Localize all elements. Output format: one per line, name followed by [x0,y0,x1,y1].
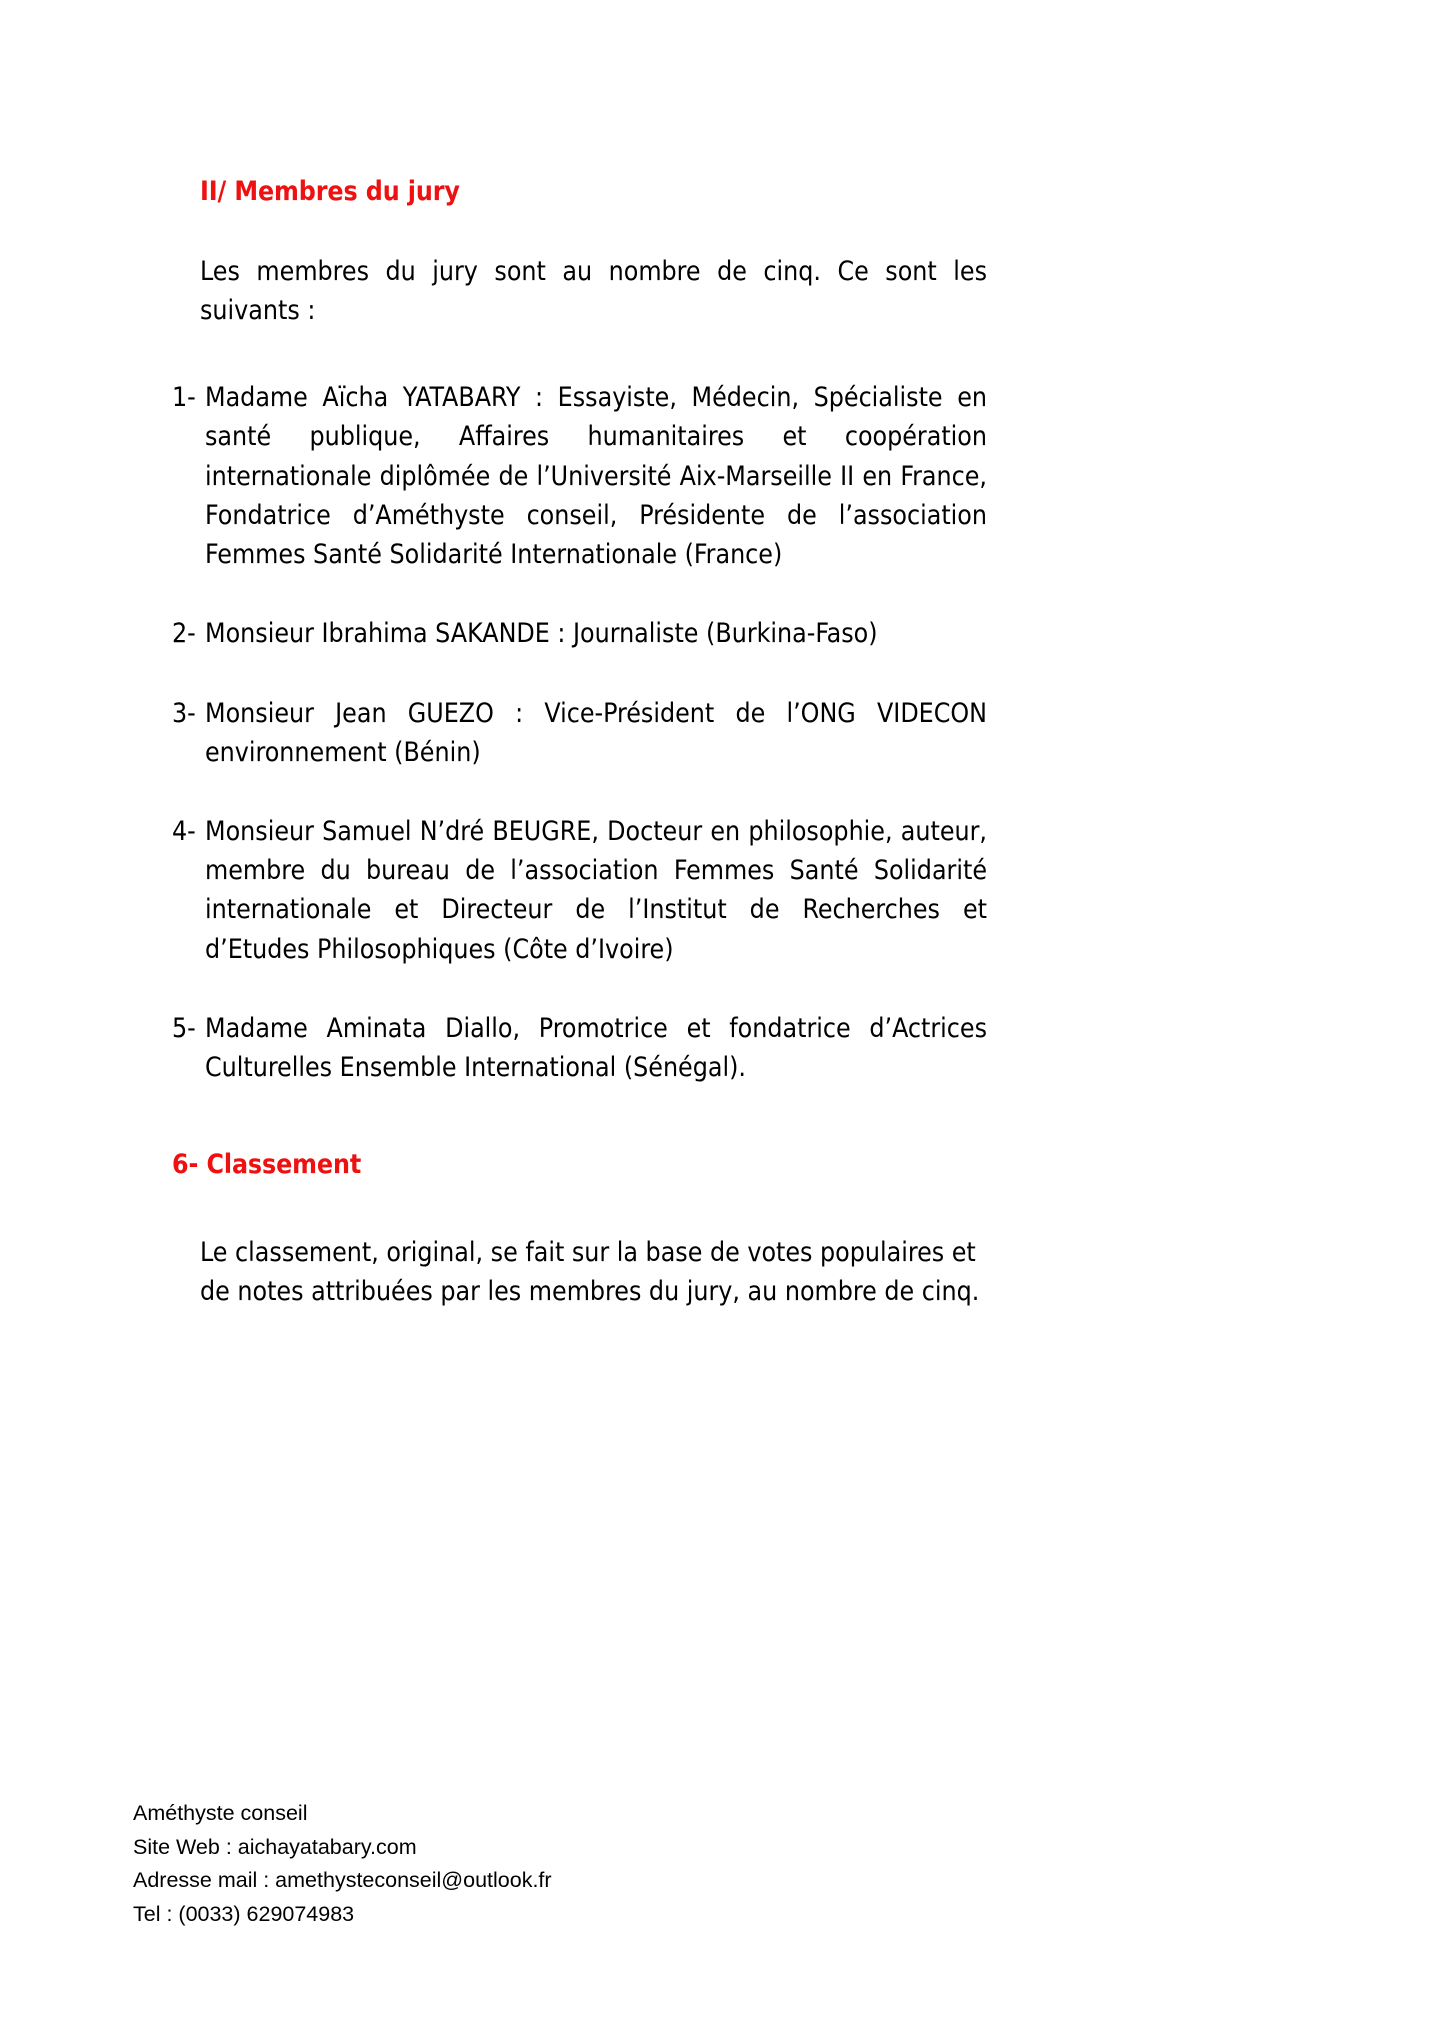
list-marker: 4- [172,815,196,847]
jury-member-text: Monsieur Ibrahima SAKANDE : Journaliste (Burkina-Faso) [205,618,878,650]
jury-member-text: Madame Aminata Diallo, Promotrice et fondatrice d’Actrices Culturelles Ensemble International (Sénégal). [205,1012,987,1084]
list-marker: 1- [172,382,196,414]
jury-member-text: Monsieur Samuel N’dré BEUGRE, Docteur en philosophie, auteur, membre du bureau de l’association Femmes Santé Solidarité internationale et Directeur de l’Institut de Recherches et d’Etudes Philosophiques (Côte d’Ivoire) [205,815,987,965]
footer-company: Améthyste conseil [133,1801,308,1825]
footer-phone: Tel : (0033) 629074983 [133,1901,355,1926]
jury-member-text: Monsieur Jean GUEZO : Vice-Président de l’ONG VIDECON environnement (Bénin) [205,697,987,768]
spacer [172,1087,987,1149]
list-marker: 2- [172,618,196,650]
footer-email: Adresse mail : amethysteconseil@outlook.fr [133,1868,552,1893]
jury-member-item [172,1009,987,1087]
list-marker: 3- [172,697,196,729]
section-heading-classement: 6- Classement [172,1149,362,1181]
classement-paragraph: Le classement, original, se fait sur la base de votes populaires et de notes attribuées par les membres du jury, au nombre de cinq. [200,1237,980,1308]
spacer [172,1181,987,1233]
document-content [172,176,987,1312]
page-footer [133,1797,833,1931]
footer-website: Site Web : aichayatabary.com [133,1834,417,1859]
jury-members-list [172,378,987,1087]
section-heading-jury: II/ Membres du jury [200,176,460,207]
jury-member-item [172,694,987,772]
list-marker: 5- [172,1012,196,1044]
jury-member-item [172,378,987,574]
jury-member-text: Madame Aïcha YATABARY : Essayiste, Médecin, Spécialiste en santé publique, Affaires humanitaires et coopération internationale diplômée de l’Université Aix-Marseille II en France, Fondatrice d’Améthyste conseil, Présidente de l’association Femmes Santé Solidarité Internationale (France) [205,382,987,571]
jury-member-item [172,614,987,653]
jury-member-item [172,812,987,969]
jury-intro-paragraph: Les membres du jury sont au nombre de cinq. Ce sont les suivants : [200,255,987,327]
